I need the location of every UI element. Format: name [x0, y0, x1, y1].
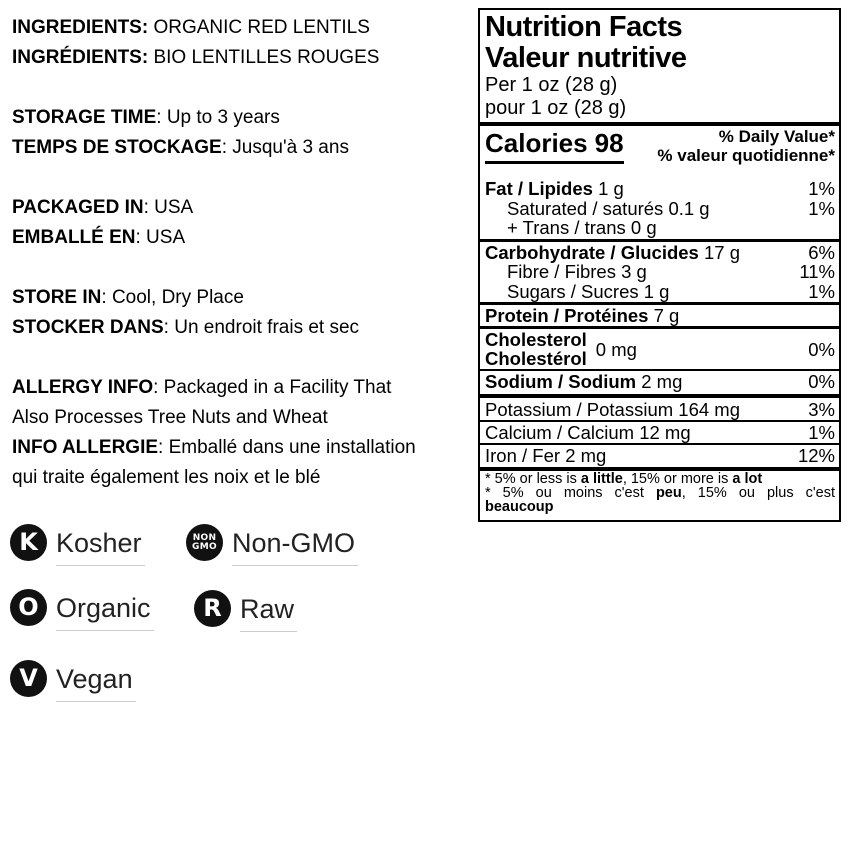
- footnote: [485, 473, 835, 514]
- info-label: STORE IN: [12, 287, 102, 308]
- info-value: : Packaged in a Facility That: [153, 377, 392, 398]
- vegan-icon-letter: V: [19, 663, 38, 692]
- badge-label-organic: Organic: [56, 589, 154, 631]
- separator-rule: [480, 122, 839, 126]
- footnote-text-bold: a little: [580, 471, 623, 487]
- nutrient-row-sugars: [485, 282, 835, 302]
- organic-icon: [10, 589, 47, 626]
- daily-value-header: [657, 128, 835, 165]
- nutrient-name: [485, 372, 682, 392]
- footnote-text-bold: peu: [655, 484, 682, 501]
- cholesterol-names: [485, 330, 587, 368]
- info-line: [12, 373, 474, 403]
- info-line: [12, 403, 474, 433]
- info-line: [12, 223, 474, 253]
- nutrient-row-carbohydrate: [485, 243, 835, 263]
- nutrient-name: Calcium / Calcium 12 mg: [485, 421, 691, 443]
- daily-value-header-en: % Daily Value*: [718, 127, 835, 146]
- info-value: ORGANIC RED LENTILS: [148, 17, 370, 38]
- info-line: [12, 43, 474, 73]
- info-label: EMBALLÉ EN: [12, 227, 136, 248]
- calories-value: 98: [594, 128, 624, 158]
- info-line: [12, 463, 474, 493]
- calories-word: Calories: [485, 128, 588, 158]
- footnote-text: , 15% or more is: [622, 471, 733, 487]
- info-label: STORAGE TIME: [12, 107, 157, 128]
- nutrient-name-bold: Carbohydrate / Glucides: [485, 241, 699, 263]
- nutrient-name: Potassium / Potassium 164 mg: [485, 398, 740, 420]
- nutrient-dv: 1%: [808, 178, 835, 199]
- ingredients-group: [12, 13, 474, 73]
- nutrient-dv: 3%: [808, 398, 835, 420]
- non-gmo-icon-line1: NON: [192, 533, 217, 543]
- packaged-in-group: [12, 193, 474, 253]
- info-label: STOCKER DANS: [12, 317, 164, 338]
- badge-label-vegan: Vegan: [56, 660, 136, 702]
- nutrient-dv: 12%: [797, 444, 835, 466]
- nutrient-row-calcium: [485, 423, 835, 443]
- cholesterol-amount: 0 mg: [595, 338, 637, 360]
- cholesterol-name-fr: Cholestérol: [485, 348, 587, 369]
- footnote-text-bold: beaucoup: [485, 498, 554, 515]
- raw-icon-letter: R: [203, 593, 222, 622]
- nutrient-name: Fibre / Fibres 3 g: [507, 261, 647, 282]
- nutrient-name: + Trans / trans 0 g: [507, 217, 657, 238]
- info-value: Also Processes Tree Nuts and Wheat: [12, 407, 328, 428]
- non-gmo-icon: [186, 524, 223, 561]
- info-value: : Cool, Dry Place: [101, 287, 244, 308]
- info-label: PACKAGED IN: [12, 197, 144, 218]
- nutrient-row-potassium: [485, 400, 835, 420]
- badge-kosher: [10, 524, 145, 566]
- daily-value-header-fr: % valeur quotidienne*: [657, 145, 835, 165]
- nutrient-name-bold: Sodium / Sodium: [485, 371, 637, 392]
- info-label: ALLERGY INFO: [12, 377, 154, 398]
- left-info-section: [12, 13, 474, 523]
- nutrient-rows: [485, 179, 835, 471]
- nutrient-dv: 11%: [799, 261, 835, 282]
- badge-label-raw: Raw: [240, 590, 297, 632]
- badge-label-kosher: Kosher: [56, 524, 145, 566]
- serving-size-en: Per 1 oz (28 g): [485, 74, 618, 96]
- nutrient-amount: 7 g: [648, 304, 680, 326]
- footnote-text: , 15% ou plus c'est: [681, 484, 835, 501]
- info-value: : Emballé dans une installation: [158, 437, 416, 458]
- nutrient-dv: 1%: [808, 280, 835, 302]
- info-label: INGRÉDIENTS:: [12, 47, 149, 68]
- info-line: [12, 313, 474, 343]
- storage-time-group: [12, 103, 474, 163]
- nutrition-title-en: Nutrition Facts: [485, 11, 683, 43]
- nutrient-name-bold: Fat / Lipides: [485, 178, 593, 199]
- info-label: TEMPS DE STOCKAGE: [12, 137, 222, 158]
- info-label: INFO ALLERGIE: [12, 437, 159, 458]
- nutrient-dv: 6%: [808, 241, 835, 263]
- footnote-line-fr-2: [485, 498, 835, 515]
- nutrient-name: Iron / Fer 2 mg: [485, 444, 607, 466]
- info-value: : USA: [143, 197, 194, 218]
- info-value: : Up to 3 years: [156, 107, 280, 128]
- nutrient-row-sodium: [485, 372, 835, 392]
- nutrient-row-protein: [485, 306, 835, 326]
- info-line: [12, 133, 474, 163]
- vegan-icon: [10, 660, 47, 697]
- info-line: [12, 103, 474, 133]
- nutrient-amount: 1 g: [592, 178, 624, 199]
- calories-row: [485, 128, 835, 165]
- nutrient-row-iron: [485, 446, 835, 466]
- info-value: BIO LENTILLES ROUGES: [148, 47, 380, 68]
- nutrient-name: Sugars / Sucres 1 g: [507, 280, 670, 302]
- info-line: [12, 193, 474, 223]
- nutrient-name: [485, 179, 624, 199]
- info-label: INGREDIENTS:: [12, 17, 149, 38]
- nutrient-dv: 1%: [808, 197, 835, 219]
- info-value: : Jusqu'à 3 ans: [221, 137, 349, 158]
- footnote-text: * 5% ou moins c'est: [485, 484, 656, 501]
- allergy-info-group: [12, 373, 474, 493]
- nutrient-name-bold: Protein / Protéines: [485, 304, 649, 326]
- nutrient-row-cholesterol: [485, 330, 835, 368]
- info-line: [12, 13, 474, 43]
- separator-rule: [480, 394, 839, 398]
- badge-label-non-gmo: Non-GMO: [232, 524, 358, 566]
- nutrient-row-saturated: [485, 199, 835, 219]
- raw-icon: [194, 590, 231, 627]
- non-gmo-icon-text: [192, 534, 217, 551]
- nutrient-amount: 2 mg: [636, 371, 683, 392]
- footnote-text-bold: a lot: [732, 471, 763, 487]
- store-in-group: [12, 283, 474, 343]
- cholesterol-name-en: Cholesterol: [485, 329, 587, 350]
- info-line: [12, 433, 474, 463]
- kosher-icon-letter: K: [19, 527, 38, 556]
- nutrition-facts-panel: [478, 8, 841, 522]
- footnote-text: * 5% or less is: [485, 471, 581, 487]
- calories-label: [485, 128, 624, 164]
- info-value: qui traite également les noix et le blé: [12, 467, 321, 488]
- info-value: : USA: [135, 227, 186, 248]
- badge-organic: [10, 589, 154, 631]
- nutrient-amount: 17 g: [698, 241, 740, 263]
- kosher-icon: [10, 524, 47, 561]
- serving-size-fr: pour 1 oz (28 g): [485, 96, 627, 119]
- info-line: [12, 283, 474, 313]
- badge-vegan: [10, 660, 136, 702]
- nutrient-dv: 1%: [808, 421, 835, 443]
- nutrient-row-fibre: [485, 262, 835, 282]
- nutrient-dv: 0%: [808, 371, 835, 392]
- nutrient-name: Saturated / saturés 0.1 g: [507, 197, 710, 219]
- non-gmo-icon-line2: GMO: [192, 541, 217, 552]
- badge-non-gmo: [186, 524, 358, 566]
- nutrition-title-fr: Valeur nutritive: [485, 42, 687, 74]
- cholesterol-dv: 0%: [808, 338, 835, 360]
- nutrient-row-trans: [485, 218, 835, 238]
- organic-icon-letter: O: [18, 592, 39, 621]
- info-value: : Un endroit frais et sec: [163, 317, 360, 338]
- nutrient-name: [485, 306, 679, 326]
- nutrient-name: [485, 243, 740, 263]
- nutrient-row-fat: [485, 179, 835, 199]
- badge-raw: [194, 590, 297, 632]
